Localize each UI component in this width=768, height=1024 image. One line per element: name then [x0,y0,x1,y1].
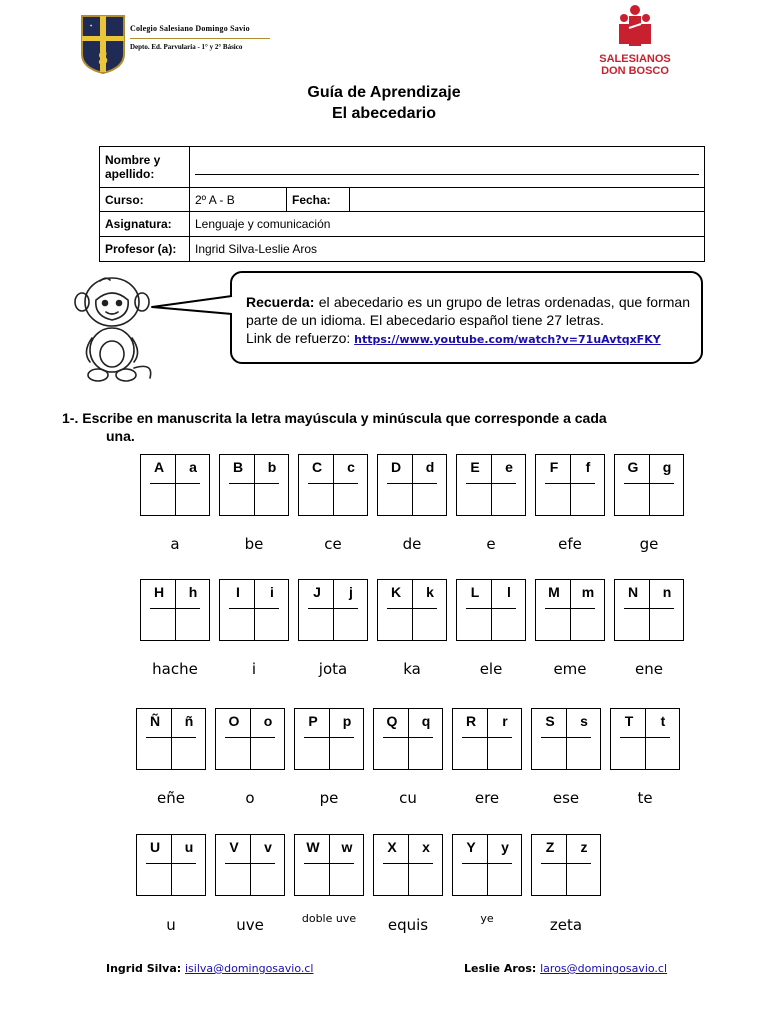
lowercase-letter: g [662,459,672,475]
lowercase-letter: h [188,584,198,600]
salesianos-figures-icon [615,4,655,48]
letter-box[interactable] [373,708,443,770]
uppercase-letter: L [470,584,480,600]
uppercase-letter: H [153,584,165,600]
letter-box[interactable] [535,454,605,516]
uppercase-letter: G [627,459,639,475]
lowercase-letter: t [660,713,666,729]
box-writing-line [466,608,516,609]
lowercase-letter: r [502,713,508,729]
school-rule [130,38,270,39]
letter-box[interactable] [456,579,526,641]
box-divider [487,835,488,895]
uppercase-letter: R [465,713,477,729]
school-logo [80,14,264,74]
letter-name: ese [552,789,580,807]
letter-box[interactable] [456,454,526,516]
letter-box[interactable] [294,708,364,770]
lowercase-letter: s [580,713,588,729]
letter-box[interactable] [377,454,447,516]
uppercase-letter: B [232,459,244,475]
reminder-bold: Recuerda: [246,294,315,310]
box-writing-line [146,863,196,864]
uppercase-letter: S [545,713,555,729]
lowercase-letter: u [184,839,194,855]
letter-name: ka [403,660,421,678]
box-writing-line [225,863,275,864]
letter-box[interactable] [140,579,210,641]
letter-box[interactable] [140,454,210,516]
youtube-link[interactable]: https://www.youtube.com/watch?v=71uAvtqxFKY [354,333,661,346]
uppercase-letter: Ñ [149,713,161,729]
letter-name: hache [152,660,198,678]
box-divider [570,455,571,515]
box-writing-line [541,863,591,864]
box-divider [250,709,251,769]
box-writing-line [150,483,200,484]
uppercase-letter: Y [466,839,476,855]
uppercase-letter: N [627,584,639,600]
letter-name: equis [387,916,429,934]
letter-name: eñe [157,789,185,807]
box-writing-line [545,483,595,484]
letter-box[interactable] [614,579,684,641]
box-divider [566,835,567,895]
letter-box[interactable] [219,454,289,516]
lowercase-letter: k [426,584,434,600]
nombre-field[interactable] [190,147,705,188]
lowercase-letter: p [342,713,352,729]
reminder-text [246,293,690,349]
uppercase-letter: M [548,584,560,600]
letter-box[interactable] [452,708,522,770]
lowercase-letter: z [580,839,588,855]
box-divider [254,455,255,515]
curso-label: Curso: [100,188,190,212]
school-name: Colegio Salesiano Domingo Savio [130,24,250,33]
box-writing-line [229,608,279,609]
box-divider [171,709,172,769]
box-divider [566,709,567,769]
box-divider [408,835,409,895]
uppercase-letter: W [306,839,320,855]
lowercase-letter: x [422,839,430,855]
svg-text:S: S [97,48,109,68]
lowercase-letter: y [501,839,509,855]
uppercase-letter: I [236,584,240,600]
lowercase-letter: e [505,459,513,475]
box-divider [570,580,571,640]
reminder-body: el abecedario es un grupo de letras ordenadas, que forman parte de un idioma. El abecedario español tiene 27 letras. [246,294,690,328]
lowercase-letter: d [425,459,435,475]
bubble-pointer [150,290,234,320]
box-writing-line [308,608,358,609]
letter-name: be [244,535,264,553]
letter-box[interactable] [136,708,206,770]
lowercase-letter: q [421,713,431,729]
box-writing-line [387,608,437,609]
school-shield-icon [80,14,126,74]
box-divider [408,709,409,769]
uppercase-letter: U [149,839,161,855]
letter-box[interactable] [219,579,289,641]
letter-name: i [251,660,257,678]
lowercase-letter: ñ [184,713,194,729]
org-name-line2: DON BOSCO [601,65,669,77]
letter-name: ge [639,535,659,553]
asignatura-label: Asignatura: [100,212,190,237]
box-divider [412,455,413,515]
teacher1-label: Ingrid Silva: [106,962,185,975]
letter-box[interactable] [452,834,522,896]
box-writing-line [225,737,275,738]
box-writing-line [383,737,433,738]
letter-name: ce [324,535,342,553]
letter-name: u [166,916,176,934]
letter-box[interactable] [294,834,364,896]
lowercase-letter: m [581,584,595,600]
letter-box[interactable] [377,579,447,641]
letter-name: ene [635,660,663,678]
box-writing-line [462,737,512,738]
lowercase-letter: v [264,839,272,855]
letter-box[interactable] [531,834,601,896]
letter-name: cu [399,789,417,807]
uppercase-letter: T [624,713,634,729]
box-writing-line [462,863,512,864]
uppercase-letter: X [387,839,397,855]
letter-name: e [486,535,496,553]
uppercase-letter: V [229,839,239,855]
teacher2-email[interactable]: laros@domingosavio.cl [540,962,668,975]
uppercase-letter: Z [545,839,555,855]
footer-teacher2 [464,962,667,975]
profesor-value: Ingrid Silva-Leslie Aros [190,237,705,262]
letter-box[interactable] [136,834,206,896]
curso-value: 2º A - B [190,188,287,212]
uppercase-letter: F [549,459,559,475]
lowercase-letter: i [270,584,274,600]
letter-box[interactable] [373,834,443,896]
letter-name: pe [319,789,339,807]
box-divider [649,580,650,640]
box-writing-line [387,483,437,484]
link-label: Link de refuerzo: [246,330,355,346]
box-divider [254,580,255,640]
box-writing-line [229,483,279,484]
nombre-line [195,160,699,175]
letter-name: zeta [549,916,583,934]
box-divider [333,580,334,640]
box-writing-line [383,863,433,864]
instruction [62,409,692,445]
box-writing-line [545,608,595,609]
uppercase-letter: E [470,459,480,475]
teacher2-label: Leslie Aros: [464,962,541,975]
letter-box[interactable] [298,579,368,641]
letter-name: de [402,535,422,553]
svg-text:✦: ✦ [89,23,93,28]
box-divider [329,709,330,769]
box-divider [333,455,334,515]
lowercase-letter: n [662,584,672,600]
box-divider [250,835,251,895]
letter-name: o [245,789,255,807]
letter-box[interactable] [535,579,605,641]
box-writing-line [541,737,591,738]
fecha-label: Fecha: [287,188,350,212]
letter-box[interactable] [215,708,285,770]
org-name-line1: SALESIANOS [599,53,671,65]
box-writing-line [466,483,516,484]
uppercase-letter: D [390,459,402,475]
lowercase-letter: l [507,584,511,600]
letter-name: doble uve [301,912,357,925]
monkey-illustration [62,272,162,384]
uppercase-letter: A [153,459,165,475]
box-writing-line [146,737,196,738]
uppercase-letter: Q [386,713,398,729]
instruction-line1: 1-. Escribe en manuscrita la letra mayúscula y minúscula que corresponde a cada [62,410,607,426]
uppercase-letter: C [311,459,323,475]
box-writing-line [150,608,200,609]
letter-box[interactable] [610,708,680,770]
letter-name: eme [553,660,587,678]
box-writing-line [304,737,354,738]
box-divider [175,455,176,515]
box-divider [487,709,488,769]
letter-name: a [170,535,180,553]
teacher1-email[interactable]: isilva@domingosavio.cl [184,962,314,975]
salesianos-logo [590,4,680,84]
letter-name: jota [318,660,348,678]
box-divider [491,455,492,515]
letter-box[interactable] [298,454,368,516]
letter-box[interactable] [215,834,285,896]
letter-name: ere [474,789,500,807]
letter-name: ye [480,912,494,925]
box-divider [412,580,413,640]
student-info-table [99,146,705,262]
box-writing-line [624,608,674,609]
school-department: Depto. Ed. Parvularia - 1° y 2° Básico [130,43,243,51]
lowercase-letter: j [349,584,353,600]
box-writing-line [304,863,354,864]
fecha-field[interactable] [350,188,705,212]
lowercase-letter: c [347,459,355,475]
uppercase-letter: K [390,584,402,600]
uppercase-letter: J [313,584,321,600]
letter-box[interactable] [614,454,684,516]
asignatura-value: Lenguaje y comunicación [190,212,705,237]
letter-name: te [637,789,653,807]
lowercase-letter: o [263,713,273,729]
lowercase-letter: w [341,839,353,855]
box-divider [649,455,650,515]
letter-name: ele [479,660,503,678]
page-title: Guía de Aprendizaje [307,84,461,101]
box-writing-line [620,737,670,738]
lowercase-letter: a [189,459,197,475]
lowercase-letter: b [267,459,277,475]
nombre-label: Nombre y apellido: [100,147,190,188]
profesor-label: Profesor (a): [100,237,190,262]
box-divider [491,580,492,640]
letter-name: efe [558,535,582,553]
letter-box[interactable] [531,708,601,770]
page-subtitle: El abecedario [331,105,437,122]
box-writing-line [624,483,674,484]
instruction-line2: una. [106,428,135,444]
lowercase-letter: f [585,459,591,475]
box-divider [329,835,330,895]
box-divider [171,835,172,895]
uppercase-letter: O [228,713,240,729]
box-divider [645,709,646,769]
box-divider [175,580,176,640]
box-writing-line [308,483,358,484]
footer-teacher1 [106,962,313,975]
uppercase-letter: P [308,713,318,729]
letter-name: uve [236,916,264,934]
